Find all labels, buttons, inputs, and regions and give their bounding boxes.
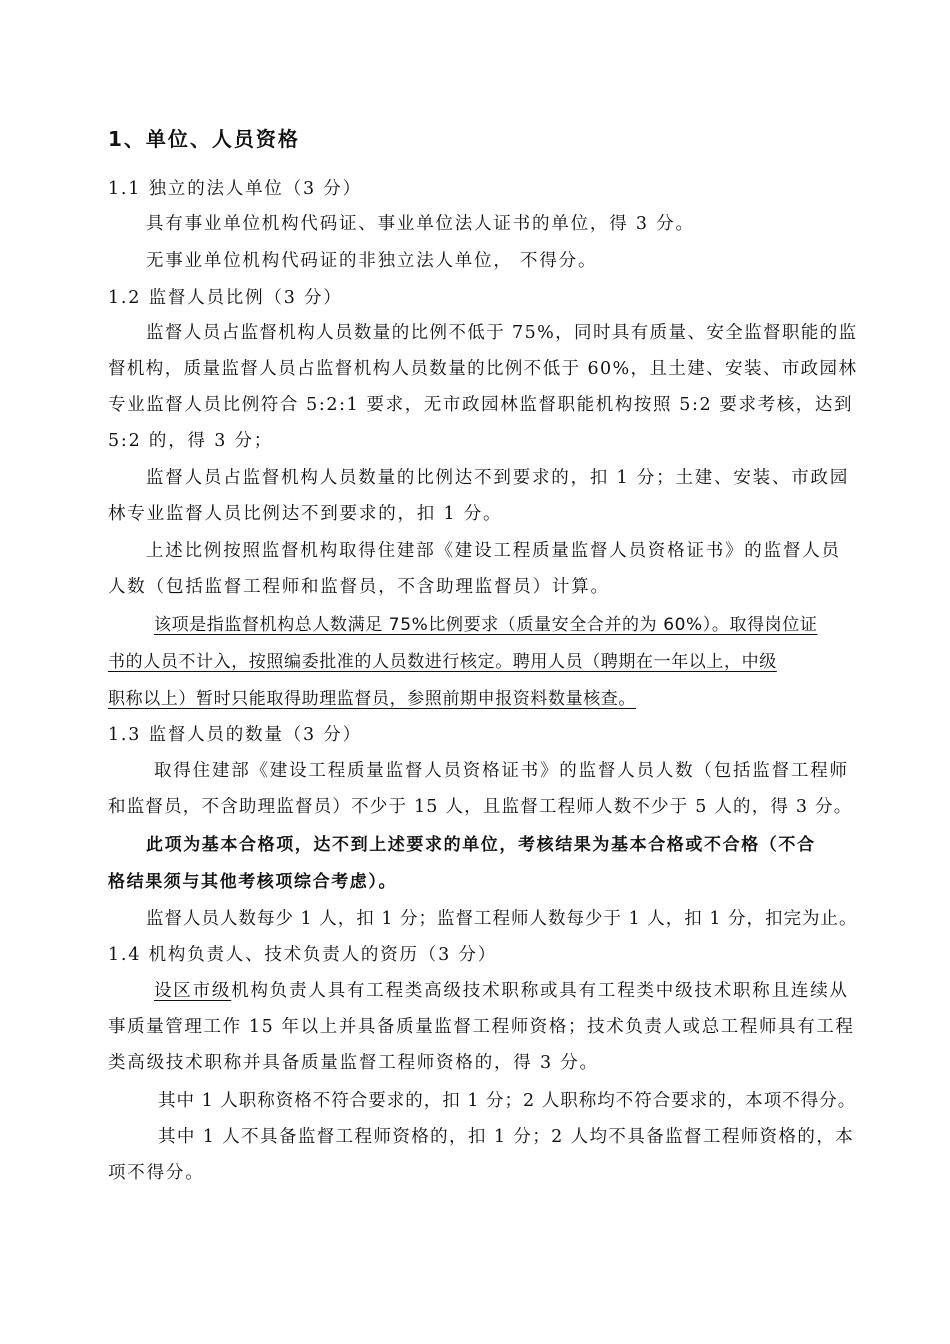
subsection-title-1-2: 1.2 监督人员比例（3 分） [108,288,343,308]
paragraph-line: 取得住建部《建设工程质量监督人员资格证书》的监督人员人数（包括监督工程师 [154,761,849,781]
paragraph-line: 林专业监督人员比例达不到要求的，扣 1 分。 [108,504,503,524]
paragraph-line: 其中 1 人不具备监督工程师资格的，扣 1 分；2 人均不具备监督工程师资格的，本 [158,1127,855,1147]
paragraph-line: 监督人员占监督机构人员数量的比例达不到要求的，扣 1 分；土建、安装、市政园 [146,468,850,488]
paragraph-line: 和监督员，不含助理监督员）不少于 15 人，且监督工程师人数不少于 5 人的，得 3 分。 [108,797,853,817]
subsection-title-1-1: 1.1 独立的法人单位（3 分） [108,179,362,199]
paragraph-text: 机构负责人具有工程类高级技术职称或具有工程类中级技术职称且连续从 [231,981,849,1001]
paragraph-line: 专业监督人员比例符合 5:2:1 要求，无市政园林监督职能机构按照 5:2 要求考核，达到 [108,395,854,415]
paragraph-line: 监督人员占监督机构人员数量的比例不低于 75%，同时具有质量、安全监督职能的监 [146,323,858,343]
section-heading: 1、单位、人员资格 [108,127,300,151]
paragraph-line: 5:2 的，得 3 分； [108,431,274,451]
paragraph: 其中 1 人职称资格不符合要求的，扣 1 分；2 人职称均不符合要求的，本项不得分。 [158,1091,857,1111]
paragraph-line: 事质量管理工作 15 年以上并具备质量监督工程师资格；技术负责人或总工程师具有工程 [108,1017,855,1037]
paragraph-line: 类高级技术职称并具备质量监督工程师资格的，得 3 分。 [108,1053,599,1073]
paragraph-line: 上述比例按照监督机构取得住建部《建设工程质量监督人员资格证书》的监督人员 [146,541,841,561]
underlined-note-line: 职称以上）暂时只能取得助理监督员，参照前期申报资料数量核查。 [108,689,636,709]
paragraph-line [154,980,849,1002]
bold-requirement-line: 此项为基本合格项，达不到上述要求的单位，考核结果为基本合格或不合格（不合 [146,835,816,855]
paragraph: 具有事业单位机构代码证、事业单位法人证书的单位，得 3 分。 [146,214,695,234]
paragraph-line: 项不得分。 [108,1163,205,1183]
paragraph: 无事业单位机构代码证的非独立法人单位， 不得分。 [146,251,598,271]
subsection-title-1-4: 1.4 机构负责人、技术负责人的资历（3 分） [108,945,497,965]
underlined-prefix: 设区市级 [154,981,232,1001]
subsection-title-1-3: 1.3 监督人员的数量（3 分） [108,725,362,745]
underlined-note-line: 该项是指监督机构总人数满足 75%比例要求（质量安全合并的为 60%）。取得岗位证 [154,615,818,635]
paragraph-line: 人数（包括监督工程师和监督员，不含助理监督员）计算。 [108,577,610,597]
bold-requirement-line: 格结果须与其他考核项综合考虑）。 [108,872,398,892]
underlined-note-line: 书的人员不计入，按照编委批准的人员数进行核定。聘用人员（聘期在一年以上，中级 [108,652,777,672]
paragraph: 监督人员人数每少 1 人，扣 1 分；监督工程师人数每少于 1 人，扣 1 分，扣完为止。 [146,909,858,929]
paragraph-line: 督机构，质量监督人员占监督机构人员数量的比例不低于 60%，且土建、安装、市政园林 [108,359,858,379]
